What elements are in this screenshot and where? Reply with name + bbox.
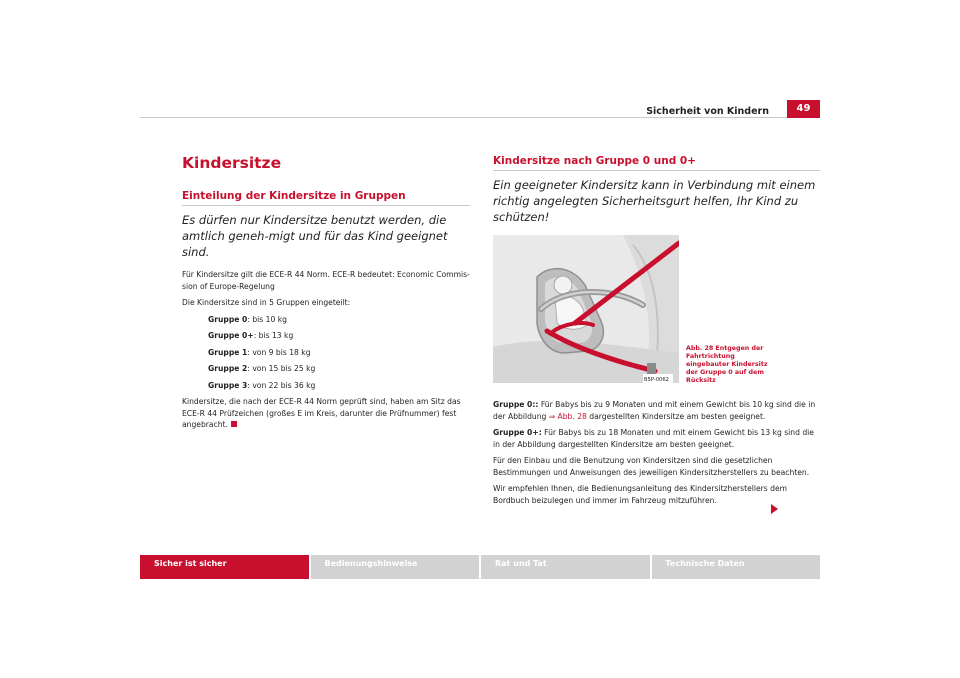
group-term: Gruppe 0 bbox=[208, 314, 248, 324]
right-column bbox=[493, 154, 820, 506]
right-body bbox=[493, 399, 820, 506]
figure-row bbox=[493, 235, 820, 383]
group-term: Gruppe 3 bbox=[208, 380, 248, 390]
continue-arrow-icon[interactable] bbox=[771, 504, 778, 514]
group-list-item bbox=[182, 330, 470, 342]
footer-tab-sicher-ist-sicher[interactable]: Sicher ist sicher bbox=[140, 555, 309, 579]
page-number-badge: 49 bbox=[787, 100, 820, 118]
group-weight: : von 15 bis 25 kg bbox=[247, 364, 316, 373]
header-rule bbox=[140, 117, 820, 118]
paragraph-text: dargestellten Kindersitze am besten geeignet. bbox=[586, 411, 766, 421]
group-weight: : von 9 bis 18 kg bbox=[247, 347, 311, 357]
body-paragraph: Wir empfehlen Ihnen, die Bedienungsanleitung des Kindersitzherstellers dem Bordbuch beizulegen und immer im Fahrzeug mitzuführen. bbox=[493, 484, 788, 505]
chapter-title: Kindersitze bbox=[182, 154, 282, 172]
figure-child-seat-illustration bbox=[493, 235, 679, 383]
group-weight: : bis 10 kg bbox=[247, 314, 287, 324]
figure-reference-link[interactable]: ⇒ Abb. 28 bbox=[548, 411, 587, 421]
paragraph-text: Für Babys bis zu 9 Monaten und mit einem Gewicht bis 10 kg sind die in der Abbildung bbox=[493, 400, 816, 421]
group-list-item bbox=[182, 347, 470, 359]
body-paragraph: Die Kindersitze sind in 5 Gruppen eingeteilt: bbox=[182, 298, 351, 307]
group-weight: : von 22 bis 36 kg bbox=[247, 380, 316, 390]
group-list-item bbox=[182, 314, 470, 326]
approval-mark-text: Kindersitze, die nach der ECE-R 44 Norm geprüft sind, haben am Sitz das ECE-R 44 Prüfzeichen (großes E im Kreis, darunter die Prüfnummer) fest angebracht. bbox=[182, 397, 461, 429]
paragraph-text: Für Babys bis zu 18 Monaten und mit einem Gewicht bis 13 kg sind die in der Abbildung dargestellten Kindersitze am besten geeignet. bbox=[493, 428, 814, 449]
section-intro-groups: Es dürfen nur Kindersitze benutzt werden, die amtlich geneh-migt und für das Kind geeignet sind. bbox=[182, 213, 448, 259]
body-paragraph bbox=[493, 399, 820, 422]
footer-tab-rat-und-tat[interactable]: Rat und Tat bbox=[481, 555, 650, 579]
group-weight: : bis 13 kg bbox=[253, 331, 294, 340]
group-term: Gruppe 0+ bbox=[208, 331, 254, 340]
body-paragraph bbox=[182, 396, 470, 431]
group-term: Gruppe 0:: bbox=[493, 400, 539, 409]
footer-tab-bedienungshinweise[interactable]: Bedienungshinweise bbox=[311, 555, 480, 579]
running-header-title: Sicherheit von Kindern bbox=[646, 106, 769, 117]
body-paragraph: Für den Einbau und die Benutzung von Kindersitzen sind die gesetzlichen Bestimmungen und Anweisungen des jeweiligen Kindersitzherstellers zu beachten. bbox=[493, 456, 810, 477]
section-title-group0: Kindersitze nach Gruppe 0 und 0+ bbox=[493, 155, 820, 171]
child-seat-illustration bbox=[493, 235, 679, 383]
figure-caption: Abb. 28 Entgegen der Fahrtrichtung eingebauter Kindersitz der Gruppe 0 auf dem Rücksitz bbox=[686, 345, 768, 384]
group-list-item bbox=[182, 380, 470, 392]
body-paragraph: Für Kindersitze gilt die ECE-R 44 Norm. ECE-R bedeutet: Economic Commis-sion of Europe-Regelung bbox=[182, 270, 470, 291]
section-title-groups: Einteilung der Kindersitze in Gruppen bbox=[182, 190, 470, 206]
body-paragraph bbox=[493, 427, 820, 450]
section-end-marker bbox=[231, 421, 237, 427]
group-term: Gruppe 0+: bbox=[493, 428, 542, 437]
group-list-item bbox=[182, 363, 470, 375]
footer-tab-technische-daten[interactable]: Technische Daten bbox=[652, 555, 821, 579]
group-term: Gruppe 1 bbox=[208, 347, 248, 357]
footer-nav bbox=[140, 555, 820, 579]
section-intro-group0: Ein geeigneter Kindersitz kann in Verbindung mit einem richtig angelegten Sicherheitsgurt helfen, Ihr Kind zu schützen! bbox=[493, 178, 816, 224]
figure-code: B5P-0062 bbox=[644, 377, 669, 383]
left-column bbox=[182, 154, 470, 431]
group-term: Gruppe 2 bbox=[208, 364, 248, 373]
